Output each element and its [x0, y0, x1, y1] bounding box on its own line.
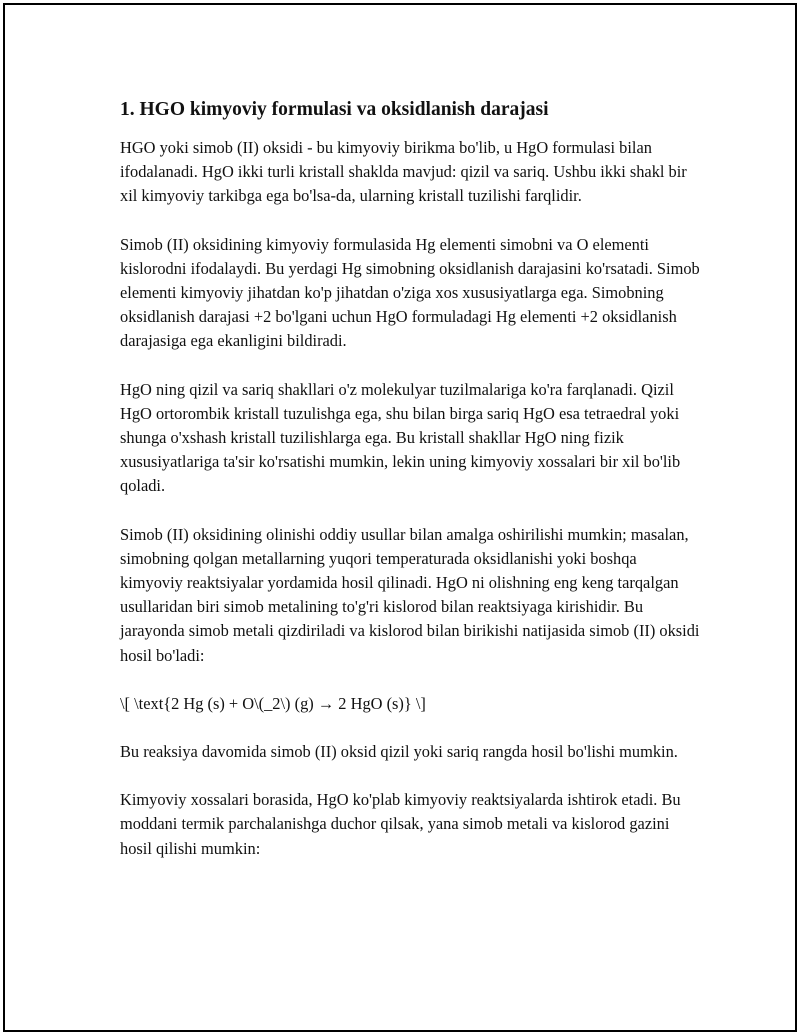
paragraph-crystal-forms: HgO ning qizil va sariq shakllari o'z molekulyar tuzilmalariga ko'ra farqlanadi. Qizil HgO ortorombik kristall tuzulishga ega, shu bilan birga sariq HgO esa tetraedral yoki shunga o'xshash kristall tuzilishlarga ega. Bu kristall shakllar HgO ning fizik xususiyatlariga ta'sir ko'rsatishi mumkin, lekin uning kimyoviy xossalari bir xil bo'lib qoladi. — [120, 379, 681, 496]
section-heading: 1. HGO kimyoviy formulasi va oksidlanish darajasi — [120, 99, 549, 120]
page-frame — [3, 3, 797, 1032]
reaction-equation: \[ \text{2 Hg (s) + O\(_2\) (g) → 2 HgO (s)} \] — [120, 693, 426, 713]
document-body — [120, 97, 700, 885]
paragraph-preparation: Simob (II) oksidining olinishi oddiy usullar bilan amalga oshirilishi mumkin; masalan, simobning qolgan metallarning yuqori temperaturada oksidlanishi yoki boshqa kimyoviy reaktsiyalar yordamida hosil qilinadi. HgO ni olishning eng keng tarqalgan usullaridan biri simob metalining to'g'ri kislorod bilan reaktsiyaga kirishidir. Bu jarayonda simob metali qizdiriladi va kislorod bilan birikishi natijasida simob (II) oksidi hosil bo'ladi: — [120, 524, 700, 665]
paragraph-formula: Simob (II) oksidining kimyoviy formulasida Hg elementi simobni va O elementi kislorodni ifodalaydi. Bu yerdagi Hg simobning oksidlanish darajasini ko'rsatadi. Simob elementi kimyoviy jihatdan ko'p jihatdan o'ziga xos xususiyatlarga ega. Simobning oksidlanish darajasi +2 bo'lgani uchun HgO formuladagi Hg elementi +2 oksidlanish darajasiga ega ekanligini bildiradi. — [120, 234, 700, 351]
paragraph-reaction-color: Bu reaksiya davomida simob (II) oksid qizil yoki sariq rangda hosil bo'lishi mumkin. — [120, 742, 678, 762]
paragraph-intro: HGO yoki simob (II) oksidi - bu kimyoviy birikma bo'lib, u HgO formulasi bilan ifodalanadi. HgO ikki turli kristall shaklda mavjud: qizil va sariq. Ushbu ikki shakl bir xil kimyoviy tarkibga ega bo'lsa-da, ularning kristall tuzilishi farqlidir. — [120, 138, 687, 206]
paragraph-chemical-properties: Kimyoviy xossalari borasida, HgO ko'plab kimyoviy reaktsiyalarda ishtirok etadi. Bu moddani termik parchalanishga duchor qilsak, yana simob metali va kislorod gazini hosil qilishi mumkin: — [120, 790, 681, 858]
